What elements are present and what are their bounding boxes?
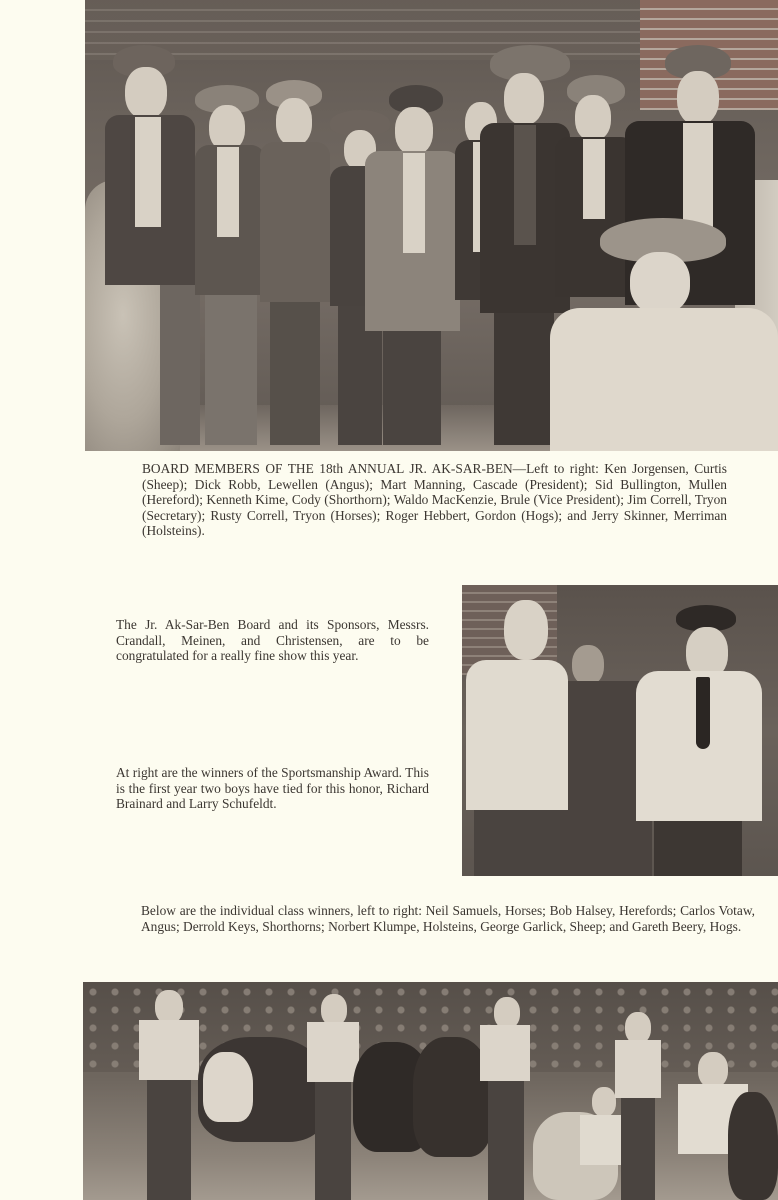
photo-figure: [195, 85, 265, 445]
photo-figure: [613, 1012, 663, 1200]
photo-necktie: [696, 677, 710, 749]
photo-figure: [678, 1052, 778, 1200]
photo-figure: [478, 997, 533, 1200]
photo-figure-kneeling: [530, 218, 778, 451]
sportsmanship-paragraph: At right are the winners of the Sportsmanship Award. This is the first year two boys have tied for this honor, Richard Brainard and Larry Schufeldt.: [116, 765, 429, 812]
photo-figure: [133, 990, 203, 1200]
photo-figure-right: [634, 605, 769, 876]
photo-figure: [260, 80, 330, 445]
photo-hereford-face: [203, 1052, 253, 1122]
board-members-photo: [85, 0, 778, 451]
photo-figure: [105, 45, 195, 445]
board-members-caption: BOARD MEMBERS OF THE 18th ANNUAL JR. AK-SAR-BEN—Left to right: Ken Jorgensen, Curtis (Sheep); Dick Robb, Lewellen (Angus); Mart Manning, Cascade (President); Sid Bullington, Mullen (Hereford); Kenneth Kime, Cody (Shorthorn); Waldo MacKenzie, Brule (Vice President); Jim Correll, Tryon (Secretary); Rusty Correll, Tryon (Horses); Roger Hebbert, Gordon (Hogs); and Jerry Skinner, Merriman (Holsteins).: [142, 461, 727, 539]
sportsmanship-winners-photo: [462, 585, 778, 876]
class-winners-photo: [83, 982, 778, 1200]
class-winners-caption: Below are the individual class winners, left to right: Neil Samuels, Horses; Bob Halsey, Herefords; Carlos Votaw, Angus; Derrold Keys, Shorthorns; Norbert Klumpe, Holsteins, George Garlick, Sheep; and Gareth Beery, Hogs.: [141, 903, 755, 934]
sponsors-paragraph: The Jr. Ak-Sar-Ben Board and its Sponsors, Messrs. Crandall, Meinen, and Christensen, are to be congratulated for a really fine show this year.: [116, 617, 429, 664]
photo-figure: [365, 85, 460, 445]
photo-figure-left: [462, 600, 572, 876]
